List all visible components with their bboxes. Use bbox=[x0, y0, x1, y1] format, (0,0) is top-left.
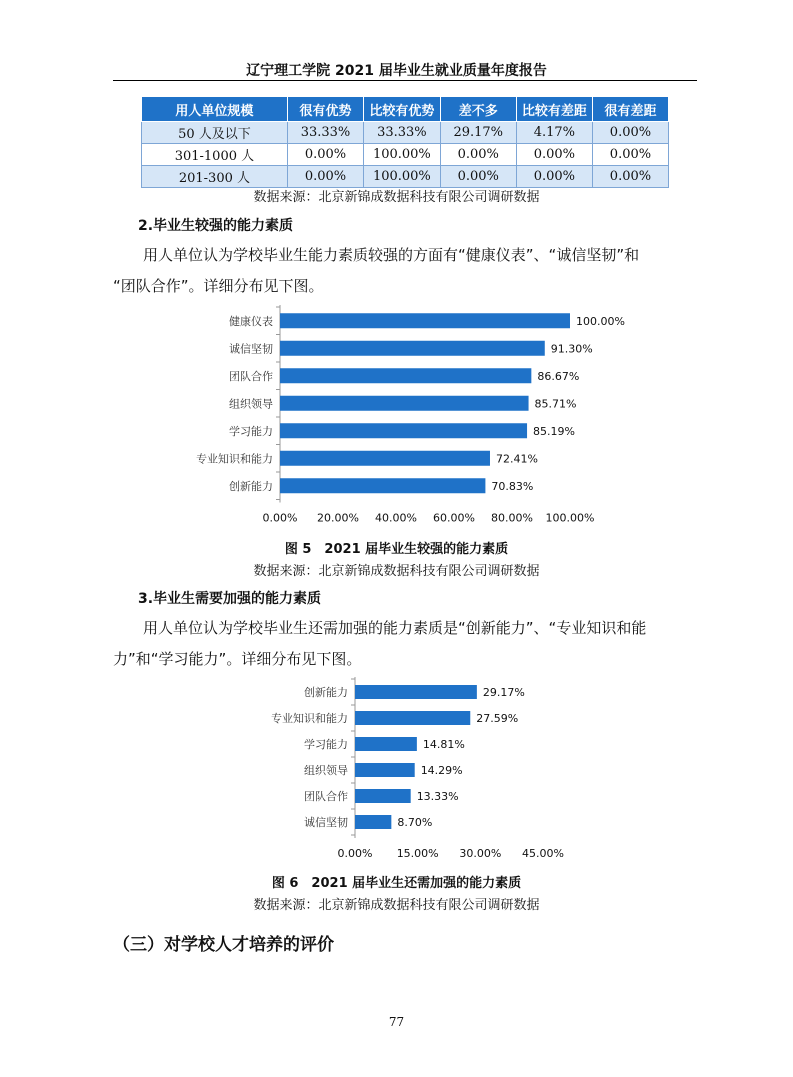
section-heading-strengths: 2.毕业生较强的能力素质 bbox=[138, 218, 294, 234]
table-cell: 0.00% bbox=[592, 166, 668, 188]
table-cell: 50 人及以下 bbox=[142, 122, 288, 144]
bar bbox=[355, 815, 391, 829]
table-row bbox=[142, 122, 669, 144]
table-row bbox=[142, 166, 669, 188]
header-divider bbox=[113, 80, 697, 81]
figure-5-data-source: 数据来源：北京新锦成数据科技有限公司调研数据 bbox=[253, 564, 540, 579]
bar bbox=[355, 763, 415, 777]
category-label: 专业知识和能力 bbox=[196, 452, 273, 466]
paragraph-line: “团队合作”。详细分布见下图。 bbox=[113, 277, 324, 295]
bar bbox=[280, 313, 570, 328]
page-header-title: 辽宁理工学院 2021 届毕业生就业质量年度报告 bbox=[246, 63, 547, 79]
x-tick-label: 15.00% bbox=[396, 847, 439, 860]
bar bbox=[355, 711, 470, 725]
x-tick-label: 40.00% bbox=[375, 511, 417, 525]
table-cell: 100.00% bbox=[364, 166, 441, 188]
table-cell: 201-300 人 bbox=[142, 166, 288, 188]
bar bbox=[280, 341, 545, 356]
table-header-cell: 很有差距 bbox=[592, 97, 668, 122]
table-cell: 29.17% bbox=[440, 122, 516, 144]
x-tick-label: 80.00% bbox=[491, 511, 533, 525]
category-label: 创新能力 bbox=[304, 686, 348, 699]
table-cell: 0.00% bbox=[592, 144, 668, 166]
figure-6-data-source: 数据来源：北京新锦成数据科技有限公司调研数据 bbox=[253, 898, 540, 913]
category-label: 专业知识和能力 bbox=[271, 712, 348, 725]
data-label: 14.81% bbox=[422, 738, 465, 751]
data-label: 85.19% bbox=[533, 424, 576, 438]
x-tick-label: 30.00% bbox=[459, 847, 502, 860]
x-tick-label: 100.00% bbox=[545, 511, 595, 525]
data-label: 72.41% bbox=[495, 452, 538, 466]
table-cell: 33.33% bbox=[364, 122, 441, 144]
bar bbox=[280, 396, 529, 411]
table-cell: 0.00% bbox=[287, 166, 363, 188]
chart-improvements bbox=[230, 677, 570, 867]
table-cell: 0.00% bbox=[287, 144, 363, 166]
paragraph-line: 用人单位认为学校毕业生还需加强的能力素质是“创新能力”、“专业知识和能 bbox=[143, 619, 647, 637]
x-tick-label: 45.00% bbox=[522, 847, 564, 860]
table-cell: 100.00% bbox=[364, 144, 441, 166]
chart-strengths bbox=[150, 305, 630, 535]
category-label: 学习能力 bbox=[229, 424, 273, 438]
paragraph-strengths bbox=[113, 240, 697, 302]
data-label: 85.71% bbox=[534, 397, 577, 411]
figure-caption-6: 图 6 2021 届毕业生还需加强的能力素质 bbox=[271, 876, 522, 891]
table-cell: 301-1000 人 bbox=[142, 144, 288, 166]
category-label: 诚信坚韧 bbox=[304, 816, 348, 829]
category-label: 学习能力 bbox=[304, 738, 348, 751]
table-cell: 0.00% bbox=[516, 166, 592, 188]
x-tick-label: 0.00% bbox=[262, 511, 298, 525]
bar bbox=[355, 737, 417, 751]
page-number: 77 bbox=[388, 1015, 405, 1029]
employer-size-table bbox=[141, 96, 669, 188]
table-header-cell: 比较有优势 bbox=[364, 97, 441, 122]
category-label: 组织领导 bbox=[304, 764, 348, 777]
data-label: 86.67% bbox=[537, 369, 580, 383]
data-label: 8.70% bbox=[397, 816, 433, 829]
table-cell: 4.17% bbox=[516, 122, 592, 144]
x-tick-label: 0.00% bbox=[337, 847, 373, 860]
category-label: 健康仪表 bbox=[229, 314, 273, 328]
table-cell: 33.33% bbox=[287, 122, 363, 144]
data-label: 14.29% bbox=[420, 764, 463, 777]
table-header-cell: 差不多 bbox=[440, 97, 516, 122]
category-label: 团队合作 bbox=[304, 790, 348, 803]
chart-strengths-plot bbox=[196, 305, 625, 525]
x-tick-label: 60.00% bbox=[433, 511, 475, 525]
table-data-source: 数据来源：北京新锦成数据科技有限公司调研数据 bbox=[253, 190, 540, 205]
data-label: 70.83% bbox=[491, 479, 534, 493]
table-cell: 0.00% bbox=[592, 122, 668, 144]
paragraph-line: 力”和“学习能力”。详细分布见下图。 bbox=[113, 650, 362, 668]
section-heading-talent-evaluation: （三）对学校人才培养的评价 bbox=[113, 935, 334, 955]
chart-improvements-plot bbox=[271, 677, 564, 860]
table-cell: 0.00% bbox=[516, 144, 592, 166]
section-heading-improvements: 3.毕业生需要加强的能力素质 bbox=[138, 591, 322, 607]
bar bbox=[280, 451, 490, 466]
category-label: 诚信坚韧 bbox=[229, 342, 273, 356]
data-label: 91.30% bbox=[550, 342, 593, 356]
bar bbox=[280, 368, 531, 383]
table-header-cell: 比较有差距 bbox=[516, 97, 592, 122]
table-row bbox=[142, 144, 669, 166]
paragraph-improvements bbox=[113, 613, 697, 675]
bar bbox=[355, 685, 477, 699]
paragraph-line: 用人单位认为学校毕业生能力素质较强的方面有“健康仪表”、“诚信坚韧”和 bbox=[143, 246, 640, 264]
category-label: 组织领导 bbox=[229, 397, 273, 411]
x-tick-label: 20.00% bbox=[317, 511, 359, 525]
table-header-row bbox=[142, 97, 669, 122]
figure-caption-5: 图 5 2021 届毕业生较强的能力素质 bbox=[284, 542, 509, 557]
table-header-cell: 很有优势 bbox=[287, 97, 363, 122]
table-cell: 0.00% bbox=[440, 166, 516, 188]
bar bbox=[280, 423, 527, 438]
data-label: 27.59% bbox=[476, 712, 519, 725]
data-label: 13.33% bbox=[416, 790, 459, 803]
category-label: 团队合作 bbox=[229, 369, 273, 383]
category-label: 创新能力 bbox=[229, 479, 273, 493]
bar bbox=[355, 789, 411, 803]
data-label: 29.17% bbox=[482, 686, 525, 699]
table-header-cell: 用人单位规模 bbox=[142, 97, 288, 122]
table-cell: 0.00% bbox=[440, 144, 516, 166]
bar bbox=[280, 478, 485, 493]
data-label: 100.00% bbox=[576, 314, 625, 328]
